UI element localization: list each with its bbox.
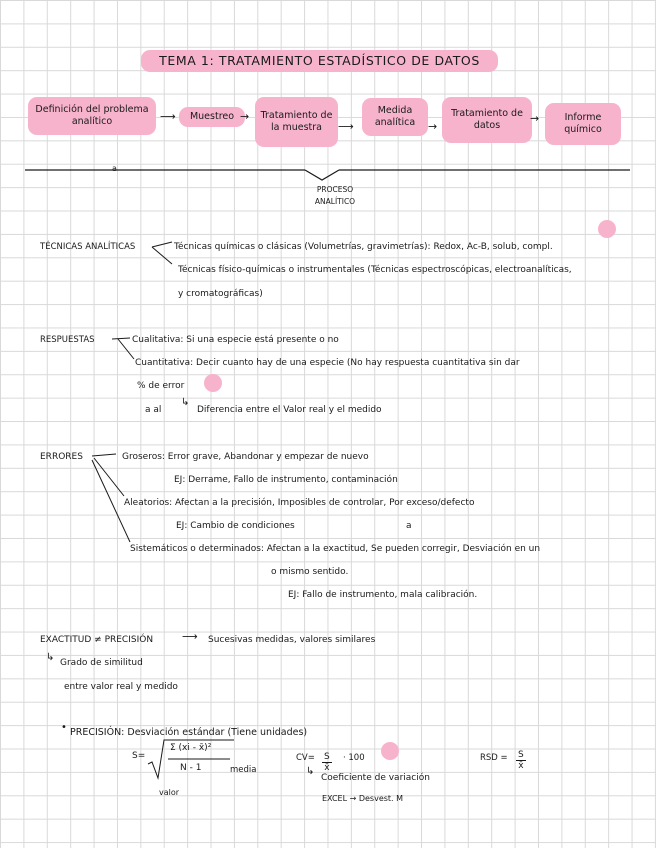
formula-rsd-label: RSD = [480,753,508,763]
formula-s-denominator: N - 1 [180,763,202,773]
brace-label: PROCESO ANALÍTICO [314,185,356,206]
flow-step-tratamiento-datos: Tratamiento de datos [442,97,532,143]
errores-aleatorios-ej: EJ: Cambio de condiciones [176,521,295,531]
arrow-right-icon: → [428,120,438,133]
formula-cv-mult: · 100 [343,753,365,763]
branch-arrows-icon [150,238,176,268]
return-arrow-icon: ↳ [46,652,55,663]
highlight-dot [204,374,222,392]
errores-groseros: Groseros: Error grave, Abandonar y empezar de nuevo [122,452,369,462]
excel-note: EXCEL → Desvest. M [322,794,404,803]
formula-s-label: S= [132,751,146,761]
tecnicas-line3: y cromatográficas) [178,289,263,299]
stray-letter: a [406,521,412,531]
precision-heading: PRECISIÓN: Desviación estándar (Tiene unidades) [70,727,308,738]
stray-letter: a [112,164,117,173]
respuestas-prefix: a al [145,405,162,415]
errores-sistematicos-ej: EJ: Fallo de instrumento, mala calibración. [288,590,478,600]
exactitud-right: Sucesivas medidas, valores similares [208,635,376,645]
highlight-dot [598,220,616,238]
formula-media-label: media [230,765,257,775]
respuestas-cuantitativa: Cuantitativa: Decir cuanto hay de una especie (No hay respuesta cuantitativa sin dar [135,358,520,368]
respuestas-cualitativa: Cualitativa: Si una especie está presente o no [132,335,339,345]
brace-line [0,160,656,184]
exactitud-heading: EXACTITUD ≠ PRECISIÓN [40,635,154,645]
exactitud-sub1: Grado de similitud [60,658,143,668]
flow-step-medida: Medida analítica [362,98,428,136]
arrow-right-icon: ⟶ [160,110,176,123]
respuestas-diferencia: Diferencia entre el Valor real y el medido [197,405,382,415]
arrow-right-icon: ⟶ [182,630,198,643]
respuestas-heading: RESPUESTAS [40,335,95,345]
formula-s-numerator: Σ (xi - x̄)² [170,743,212,753]
formula-valor-label: valor [159,788,180,797]
highlight-dot [381,742,399,760]
errores-sistematicos-2: o mismo sentido. [271,567,349,577]
page-title: TEMA 1: TRATAMIENTO ESTADÍSTICO DE DATOS [141,50,498,72]
flow-step-muestreo: Muestreo [179,107,245,127]
arrow-right-icon: → [240,110,250,123]
bullet-icon: • [61,722,67,733]
formula-cv-label: CV= [296,753,315,763]
errores-heading: ERRORES [40,452,83,462]
tecnicas-line2: Técnicas físico-químicas o instrumentales (Técnicas espectroscópicas, electroanalíticas, [178,265,572,275]
arrow-right-icon: → [530,112,540,125]
cv-numerator: S [324,752,330,762]
flow-step-tratamiento-muestra: Tratamiento de la muestra [255,97,338,147]
errores-sistematicos: Sistemáticos o determinados: Afectan a la exactitud, Se pueden corregir, Desviación en un [130,544,541,554]
tecnicas-line1: Técnicas químicas o clásicas (Volumetrías, gravimetrías): Redox, Ac-B, solub, compl. [174,242,553,252]
exactitud-sub2: entre valor real y medido [64,682,178,692]
errores-groseros-ej: EJ: Derrame, Fallo de instrumento, contaminación [174,475,398,485]
respuestas-error: % de error [137,381,185,391]
formula-cv-description: Coeficiente de variación [321,773,430,783]
flow-step-definicion: Definición del problema analítico [28,97,156,135]
cv-denominator: x̄ [324,763,330,773]
return-arrow-icon: ↳ [306,766,315,777]
arrow-right-icon: ⟶ [338,120,354,133]
flow-step-informe: Informe químico [545,103,621,145]
errores-aleatorios: Aleatorios: Afectan a la precisión, Imposibles de controlar, Por exceso/defecto [124,498,475,508]
rsd-denominator: x̄ [518,761,524,771]
tecnicas-heading: TÉCNICAS ANALÍTICAS [40,242,136,252]
return-arrow-icon: ↳ [181,397,190,408]
rsd-numerator: S [518,750,524,760]
formula-rsd-fraction [516,742,526,771]
formula-cv-fraction [322,744,332,773]
